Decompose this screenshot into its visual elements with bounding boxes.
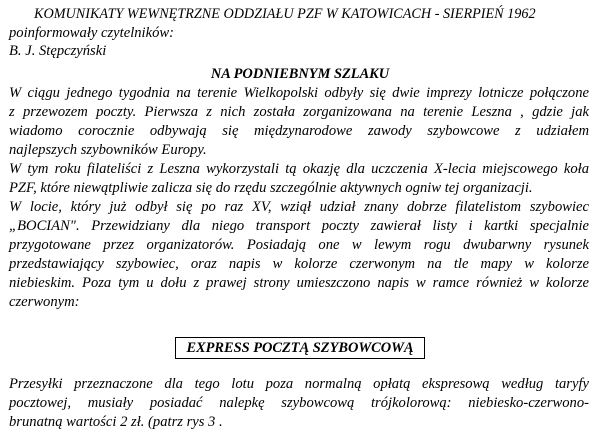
paragraph-line: „BOCIAN". Przewidziany dla niego transport poczty zawierał listy i kartki specjalnie [9, 218, 589, 234]
paragraph-line: z przewozem poczty. Pierwsza z nich została zorganizowana na terenie Leszna , gdzie jak [9, 104, 589, 120]
paragraph-line: Przesyłki przeznaczone dla tego lotu poza normalną opłatą ekspresową według taryfy [9, 376, 589, 392]
paragraph-line: niebieskim. Poza tym u dołu z prawej strony umieszczono napis w ramce również w kolorze [9, 275, 589, 291]
author-name: B. J. Stępczyński [9, 43, 107, 59]
paragraph-line: pocztowej, musiały posiadać nalepkę szybowcową trójkolorową: niebiesko-czerwono- [9, 395, 589, 411]
paragraph-line: W locie, który już odbył się po raz XV, wziął udział znany dobrze filatelistom szybowiec [9, 199, 589, 215]
paragraph-line: wiadomo corocznie odbywają się międzynarodowe zawody szybowcowe z udziałem [9, 123, 589, 139]
article-title: NA PODNIEBNYM SZLAKU [210, 66, 390, 82]
boxed-caption-wrap [0, 337, 600, 359]
paragraph-line: najlepszych szybowników Europy. [9, 142, 207, 158]
paragraph-line: przedstawiający szybowiec, oraz napis w kolorze czerwonym na tle mapy w kolorze [9, 256, 589, 272]
paragraph-line: W tym roku filateliści z Leszna wykorzystali tą okazję dla uczczenia X-lecia miejscowego koła [9, 161, 589, 177]
paragraph-line: przygotowane przez organizatorów. Posiadają one w lewym rogu dwubarwny rysunek [9, 237, 589, 253]
paragraph-line: PZF, które niewątpliwie zalicza się do rzędu szczególnie aktywnych ogniw tej organizacji. [9, 180, 533, 196]
intro-line: poinformowały czytelników: [9, 25, 174, 41]
boxed-caption: EXPRESS POCZTĄ SZYBOWCOWĄ [175, 337, 424, 359]
paragraph-line: W ciągu jednego tygodnia na terenie Wielkopolski odbyły się dwie imprezy lotnicze połączone [9, 85, 589, 101]
document-header: KOMUNIKATY WEWNĘTRZNE ODDZIAŁU PZF W KATOWICACH - SIERPIEŃ 1962 [34, 6, 536, 22]
paragraph-line: brunatną wartości 2 zł. (patrz rys 3 . [9, 414, 223, 430]
paragraph-line: czerwonym: [9, 294, 80, 310]
